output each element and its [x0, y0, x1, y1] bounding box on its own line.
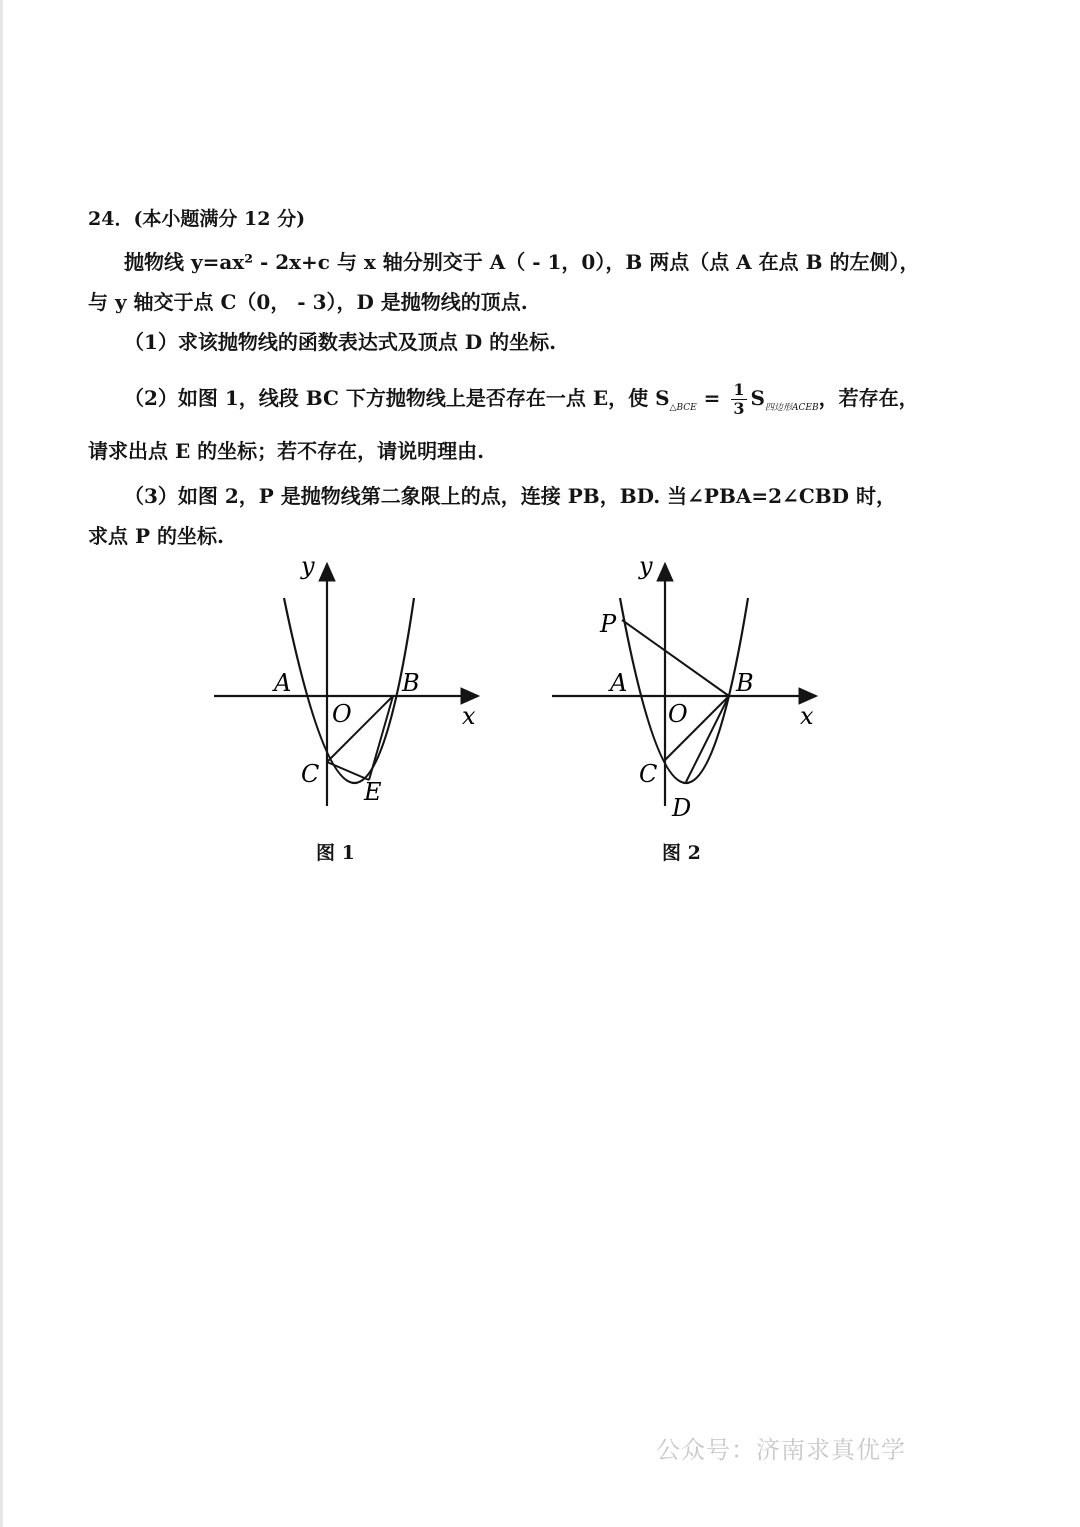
- question-2-line2: 请求出点 E 的坐标；若不存在，请说明理由.: [88, 439, 485, 463]
- label-a: A: [274, 669, 292, 697]
- q2-fraction-numerator: 1: [733, 380, 745, 399]
- q2-subscript-bce: △BCE: [669, 403, 697, 413]
- figure-1-diagram: [210, 548, 490, 818]
- label-d: D: [672, 794, 692, 822]
- label-x: x: [462, 702, 476, 730]
- question-3-line1: （3）如图 2，P 是抛物线第二象限上的点，连接 PB，BD. 当∠PBA=2∠CBD 时，: [124, 484, 896, 508]
- problem-stem-line1: 抛物线 y=ax² - 2x+c 与 x 轴分别交于 A（ - 1，0），B 两点（点 A 在点 B 的左侧），: [124, 250, 920, 274]
- label-b: B: [402, 669, 420, 697]
- parabola: [284, 598, 414, 783]
- label-y: y: [639, 552, 653, 580]
- segment-bd: [686, 696, 729, 782]
- problem-stem-line2: 与 y 轴交于点 C（0， - 3），D 是抛物线的顶点.: [88, 290, 528, 314]
- figure-2-caption: 图 2: [662, 842, 701, 864]
- watermark: 公众号：济南求真优学: [656, 1436, 906, 1464]
- q2-text-after: ，若存在，: [818, 386, 919, 410]
- q2-subscript-quad: 四边形ACEB: [765, 403, 819, 413]
- label-x: x: [800, 702, 814, 730]
- label-e: E: [364, 778, 382, 806]
- label-a: A: [610, 669, 628, 697]
- question-1: （1）求该抛物线的函数表达式及顶点 D 的坐标.: [124, 330, 557, 354]
- problem-title: 24．(本小题满分 12 分): [88, 208, 306, 230]
- label-o: O: [332, 700, 352, 728]
- label-y: y: [301, 552, 315, 580]
- q2-fraction: [731, 381, 746, 418]
- q2-fraction-denominator: 3: [733, 399, 745, 418]
- q2-equals: =: [703, 386, 721, 410]
- parabola: [620, 598, 748, 783]
- q2-text-before: （2）如图 1，线段 BC 下方抛物线上是否存在一点 E，使 S: [124, 386, 670, 410]
- question-3-line2: 求点 P 的坐标.: [88, 524, 224, 548]
- label-o: O: [668, 700, 688, 728]
- label-p: P: [600, 610, 617, 638]
- q2-area-symbol: S: [750, 386, 765, 410]
- figure-2-diagram: [548, 548, 828, 828]
- question-2-line1: [124, 381, 919, 418]
- figure-1-caption: 图 1: [316, 842, 355, 864]
- label-c: C: [301, 760, 320, 788]
- label-b: B: [736, 669, 754, 697]
- label-c: C: [639, 760, 658, 788]
- scan-edge: [0, 0, 3, 1527]
- segment-ce: [327, 762, 369, 780]
